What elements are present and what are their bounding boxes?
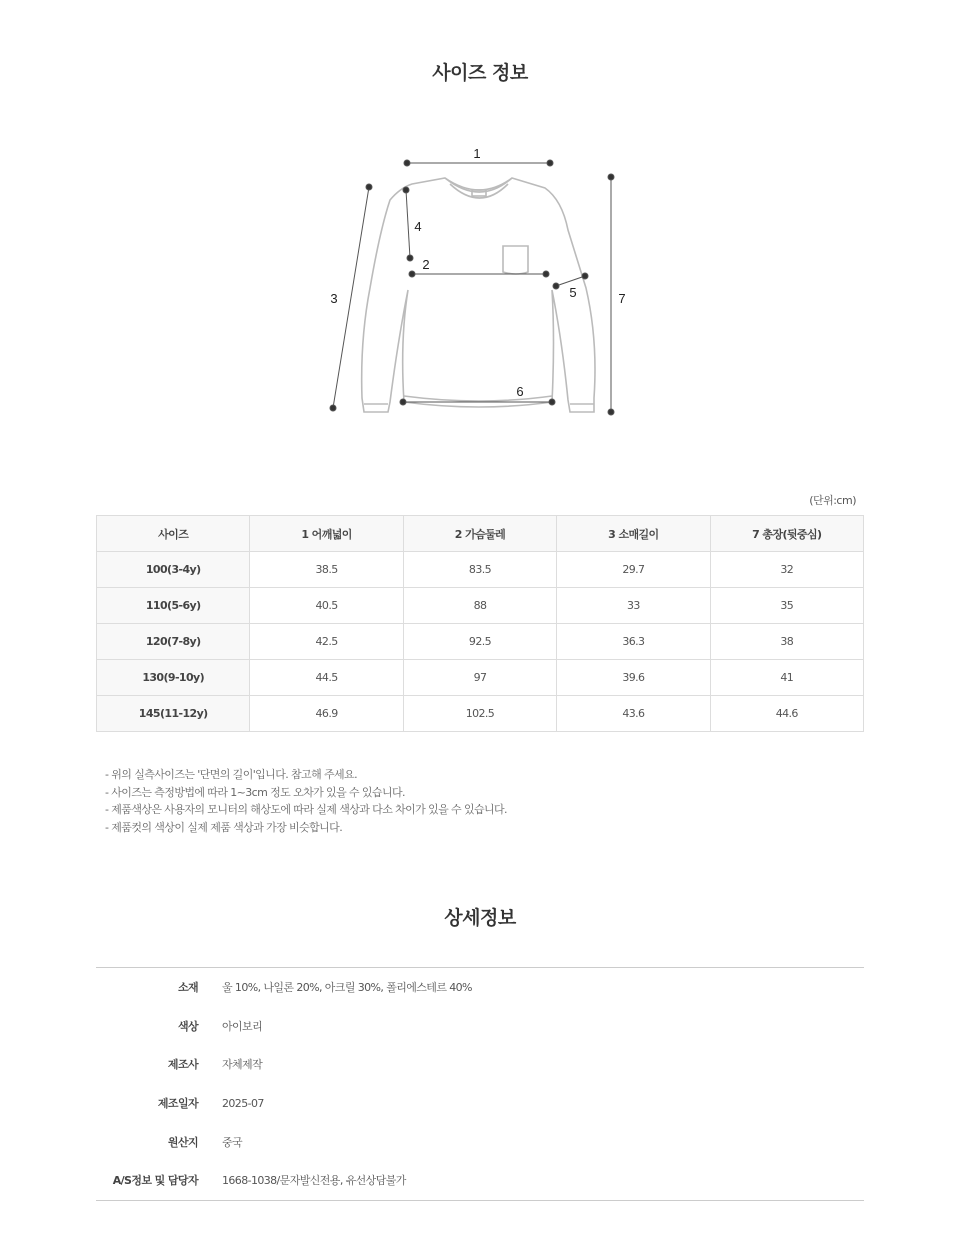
value-cell: 102.5: [403, 696, 556, 732]
value-cell: 43.6: [557, 696, 710, 732]
measure-label-1: 1: [473, 146, 481, 161]
measure-label-3: 3: [330, 291, 338, 306]
value-cell: 39.6: [557, 660, 710, 696]
detail-row: [96, 1045, 864, 1084]
detail-label: 소재: [177, 981, 198, 995]
column-header: 2 가슴둘레: [403, 516, 556, 552]
detail-row: [96, 1084, 864, 1123]
size-diagram: [300, 140, 660, 430]
table-row: [97, 624, 864, 660]
value-cell: 83.5: [403, 552, 556, 588]
detail-label: A/S정보 및 담당자: [112, 1174, 198, 1188]
size-cell: 110(5-6y): [97, 588, 250, 624]
value-cell: 88: [403, 588, 556, 624]
size-table: [96, 515, 864, 732]
table-row: [97, 660, 864, 696]
measure-label-6: 6: [516, 384, 524, 399]
detail-table: [96, 967, 864, 1201]
detail-label: 제조일자: [157, 1097, 198, 1111]
size-info-title: 사이즈 정보: [432, 62, 528, 84]
size-cell: 145(11-12y): [97, 696, 250, 732]
value-cell: 44.6: [710, 696, 863, 732]
note-line: - 제품컷의 색상이 실제 제품 색상과 가장 비슷합니다.: [105, 820, 343, 834]
detail-value: 울 10%, 나일론 20%, 아크릴 30%, 폴리에스테르 40%: [222, 981, 472, 995]
value-cell: 38.5: [250, 552, 403, 588]
size-table-header-row: [97, 516, 864, 552]
table-row: [97, 588, 864, 624]
table-row: [97, 552, 864, 588]
note-line: - 위의 실측사이즈는 '단면의 길이'입니다. 참고해 주세요.: [105, 768, 357, 781]
value-cell: 32: [710, 552, 863, 588]
measure-label-4: 4: [414, 219, 422, 234]
detail-row: [96, 1007, 864, 1046]
value-cell: 36.3: [557, 624, 710, 660]
column-header: 7 총장(뒷중심): [710, 516, 863, 552]
detail-value: 2025-07: [222, 1096, 264, 1110]
size-notes: [105, 766, 507, 836]
detail-value: 아이보리: [222, 1019, 263, 1033]
detail-row: [96, 1161, 864, 1200]
value-cell: 92.5: [403, 624, 556, 660]
detail-row: [96, 968, 864, 1007]
measure-label-2: 2: [422, 257, 430, 272]
value-cell: 40.5: [250, 588, 403, 624]
detail-label: 원산지: [167, 1135, 198, 1149]
detail-value: 중국: [222, 1135, 243, 1149]
size-cell: 100(3-4y): [97, 552, 250, 588]
measure-label-7: 7: [618, 291, 626, 306]
table-row: [97, 696, 864, 732]
value-cell: 44.5: [250, 660, 403, 696]
column-header: 3 소매길이: [557, 516, 710, 552]
value-cell: 35: [710, 588, 863, 624]
value-cell: 38: [710, 624, 863, 660]
column-header: 1 어깨넓이: [250, 516, 403, 552]
value-cell: 29.7: [557, 552, 710, 588]
size-cell: 130(9-10y): [97, 660, 250, 696]
garment-outline: [362, 178, 595, 412]
value-cell: 42.5: [250, 624, 403, 660]
value-cell: 41: [710, 660, 863, 696]
measure-label-5: 5: [569, 285, 577, 300]
detail-label: 색상: [177, 1019, 198, 1033]
value-cell: 97: [403, 660, 556, 696]
size-cell: 120(7-8y): [97, 624, 250, 660]
detail-row: [96, 1122, 864, 1161]
detail-value: 자체제작: [222, 1058, 263, 1072]
value-cell: 46.9: [250, 696, 403, 732]
note-line: - 제품색상은 사용자의 모니터의 해상도에 따라 실제 색상과 다소 차이가 있을 수 있습니다.: [105, 803, 507, 816]
detail-label: 제조사: [167, 1058, 198, 1072]
column-header: 사이즈: [97, 516, 250, 552]
note-line: - 사이즈는 측정방법에 따라 1~3cm 정도 오차가 있을 수 있습니다.: [105, 785, 405, 799]
unit-label: (단위:cm): [809, 494, 856, 507]
value-cell: 33: [557, 588, 710, 624]
detail-value: 1668-1038/문자발신전용, 유선상담불가: [222, 1174, 406, 1188]
detail-info-title: 상세정보: [444, 907, 516, 929]
